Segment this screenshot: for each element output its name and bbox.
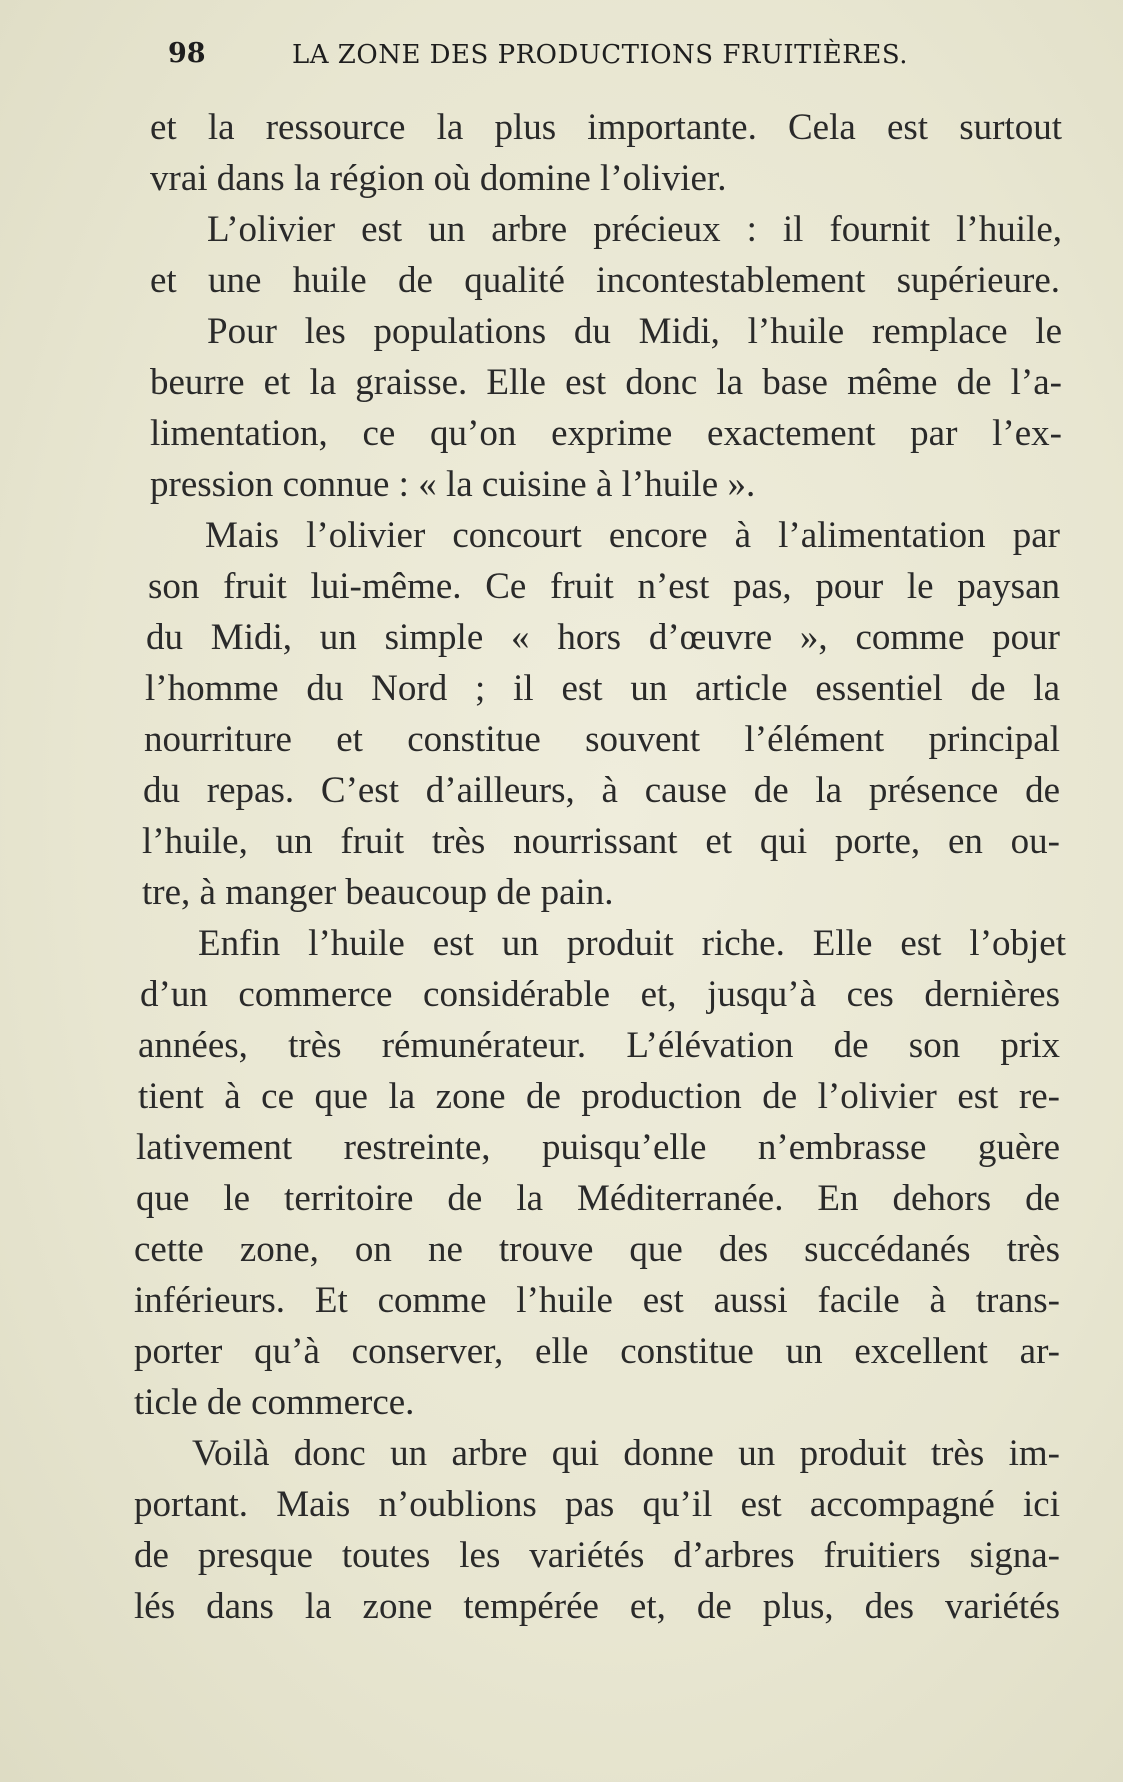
page-header — [168, 38, 948, 78]
text-line: son fruit lui-même. Ce fruit n’est pas, pour le paysan — [148, 566, 1060, 607]
text-line: L’olivier est un arbre précieux : il fournit l’huile, — [207, 209, 1062, 250]
body-text — [134, 102, 1066, 1632]
text-line: beurre et la graisse. Elle est donc la base même de l’a- — [150, 362, 1062, 403]
running-head: LA ZONE DES PRODUCTIONS FRUITIÈRES. — [292, 40, 908, 70]
text-line: lativement restreinte, puisqu’elle n’embrasse guère — [136, 1127, 1060, 1168]
text-line: Enfin l’huile est un produit riche. Elle est l’objet — [198, 923, 1066, 964]
text-line: porter qu’à conserver, elle constitue un excellent ar- — [134, 1331, 1060, 1372]
text-line: portant. Mais n’oublions pas qu’il est accompagné ici — [134, 1484, 1060, 1525]
text-line: tre, à manger beaucoup de pain. — [142, 872, 614, 913]
text-line: et une huile de qualité incontestablement supérieure. — [150, 260, 1060, 301]
text-line: ticle de commerce. — [134, 1382, 415, 1423]
text-line: du Midi, un simple « hors d’œuvre », comme pour — [146, 617, 1060, 658]
text-line: et la ressource la plus importante. Cela est surtout — [150, 107, 1062, 148]
text-line: l’homme du Nord ; il est un article essentiel de la — [145, 668, 1060, 709]
text-line: Mais l’olivier concourt encore à l’alimentation par — [205, 515, 1060, 556]
page-number: 98 — [168, 38, 206, 69]
text-line: inférieurs. Et comme l’huile est aussi facile à trans- — [134, 1280, 1060, 1321]
text-line: lés dans la zone tempérée et, de plus, des variétés — [134, 1586, 1060, 1627]
text-line: années, très rémunérateur. L’élévation de son prix — [138, 1025, 1060, 1066]
text-line: limentation, ce qu’on exprime exactement par l’ex- — [150, 413, 1062, 454]
text-line: d’un commerce considérable et, jusqu’à ces dernières — [140, 974, 1060, 1015]
text-line: tient à ce que la zone de production de l’olivier est re- — [138, 1076, 1060, 1117]
text-line: Voilà donc un arbre qui donne un produit très im- — [192, 1433, 1060, 1474]
text-line: vrai dans la région où domine l’olivier. — [150, 158, 727, 199]
text-line: pression connue : « la cuisine à l’huile ». — [150, 464, 756, 505]
text-line: Pour les populations du Midi, l’huile remplace le — [207, 311, 1062, 352]
text-line: du repas. C’est d’ailleurs, à cause de la présence de — [143, 770, 1060, 811]
text-line: cette zone, on ne trouve que des succédanés très — [134, 1229, 1060, 1270]
text-line: nourriture et constitue souvent l’élément principal — [144, 719, 1060, 760]
text-line: l’huile, un fruit très nourrissant et qui porte, en ou- — [142, 821, 1060, 862]
text-line: de presque toutes les variétés d’arbres fruitiers signa- — [134, 1535, 1060, 1576]
text-line: que le territoire de la Méditerranée. En dehors de — [136, 1178, 1060, 1219]
